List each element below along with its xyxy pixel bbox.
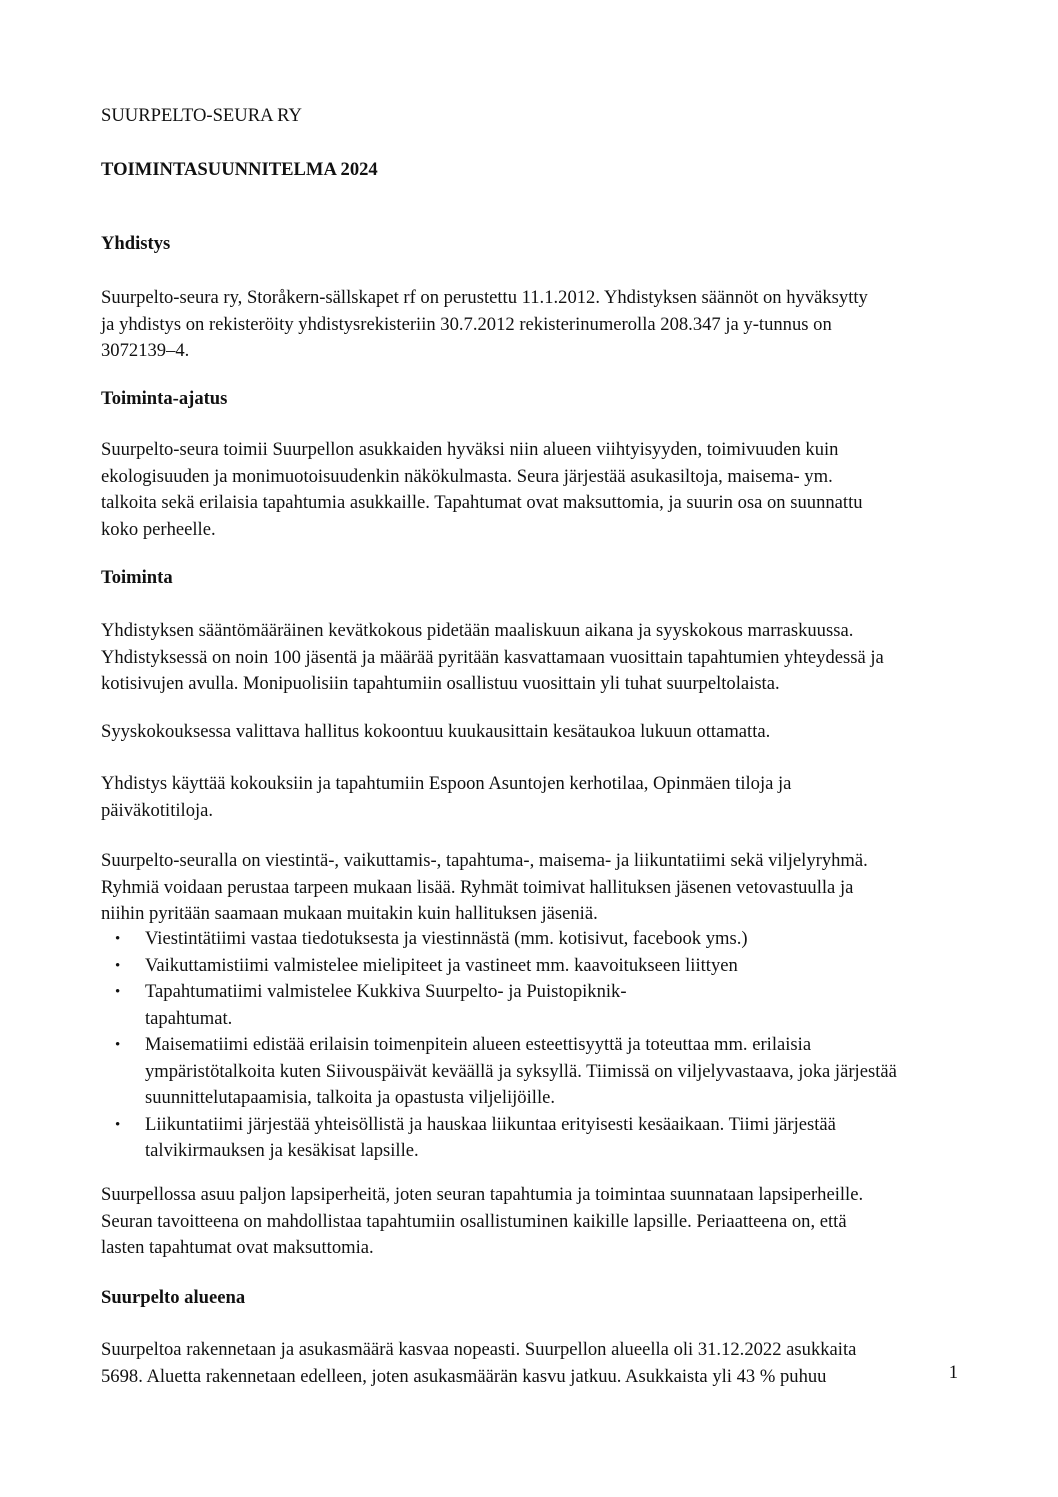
- text-line: ekologisuuden ja monimuotoisuudenkin näkökulmasta. Seura järjestää asukasiltoja, maisema- ym.: [101, 465, 833, 487]
- list-item: • Viestintätiimi vastaa tiedotuksesta ja viestinnästä (mm. kotisivut, facebook yms.): [101, 926, 961, 953]
- text-line: Yhdistyksessä on noin 100 jäsentä ja määrää pyritään kasvattamaan vuosittain tapahtumien yhteydessä ja: [101, 646, 884, 668]
- heading-toiminta-ajatus: Toiminta-ajatus: [101, 388, 228, 409]
- heading-yhdistys: Yhdistys: [101, 233, 171, 254]
- bullet-icon: •: [115, 984, 121, 1000]
- text-line: Suurpelto-seura toimii Suurpellon asukkaiden hyväksi niin alueen viihtyisyyden, toimivuuden kuin: [101, 439, 839, 460]
- list-item: • Maisematiimi edistää erilaisin toimenpitein alueen esteettisyyttä ja toteuttaa mm. erilaisia ympäristötalkoita kuten Siivouspäivät keväällä ja syksyllä. Tiimissä on viljelyvastaava, joka järjestää suunnittelutapaamisia, talkoita ja opastusta viljelijöille.: [115, 1034, 897, 1108]
- text-line: lasten tapahtumat ovat maksuttomia.: [101, 1237, 374, 1258]
- text-line: talkoita sekä erilaisia tapahtumia asukkaille. Tapahtumat ovat maksuttomia, ja suurin osa on suunnattu: [101, 492, 863, 513]
- paragraph-toiminta-5: [101, 1182, 981, 1262]
- team-list: [101, 926, 961, 1165]
- paragraph-toiminta-2: [101, 719, 981, 746]
- paragraph-yhdistys: [101, 285, 981, 365]
- text-line: 5698. Aluetta rakennetaan edelleen, joten asukasmäärän kasvu jatkuu. Asukkaista yli 43 % puhuu: [101, 1365, 827, 1387]
- text-line: koko perheelle.: [101, 518, 216, 540]
- text-line: kotisivujen avulla. Monipuolisiin tapahtumiin osallistuu vuosittain yli tuhat suurpeltolaista.: [101, 673, 780, 694]
- bullet-icon: •: [115, 1037, 121, 1053]
- list-item: • Liikuntatiimi järjestää yhteisöllistä ja hauskaa liikuntaa erityisesti kesäaikaan. Tiimi järjestää talvikirmauksen ja kesäkisat lapsille.: [115, 1113, 836, 1161]
- text-line: Suurpellossa asuu paljon lapsiperheitä, joten seuran tapahtumia ja toimintaa suunnataan lapsiperheille.: [101, 1184, 864, 1205]
- text-line: 3072139–4.: [101, 340, 190, 361]
- heading-suurpelto-alueena: Suurpelto alueena: [101, 1287, 246, 1308]
- text-line: ja yhdistys on rekisteröity yhdistysrekisteriin 30.7.2012 rekisterinumerolla 208.347 ja y-tunnus on: [101, 313, 832, 335]
- paragraph-toiminta-1: [101, 618, 981, 698]
- text-line: Ryhmiä voidaan perustaa tarpeen mukaan lisää. Ryhmät toimivat hallituksen jäsenen vetovastuulla ja: [101, 876, 854, 898]
- page-number: 1: [948, 1362, 958, 1383]
- document-title: TOIMINTASUUNNITELMA 2024: [101, 159, 378, 180]
- text-line: Yhdistyksen sääntömääräinen kevätkokous pidetään maaliskuun aikana ja syyskokous marraskuussa.: [101, 620, 854, 641]
- bullet-icon: •: [115, 957, 121, 974]
- text-line: Suurpeltoa rakennetaan ja asukasmäärä kasvaa nopeasti. Suurpellon alueella oli 31.12.2022 asukkaita: [101, 1339, 857, 1360]
- bullet-icon: •: [115, 931, 121, 947]
- paragraph-toiminta-3: [101, 771, 981, 824]
- text-line: Syyskokouksessa valittava hallitus kokoontuu kuukausittain kesätaukoa lukuun ottamatta.: [101, 721, 771, 742]
- paragraph-toiminta-4: [101, 848, 981, 928]
- text-line: Yhdistys käyttää kokouksiin ja tapahtumiin Espoon Asuntojen kerhotilaa, Opinmäen tiloja ja: [101, 773, 792, 794]
- text-line: päiväkotitiloja.: [101, 799, 214, 821]
- list-item: • Vaikuttamistiimi valmistelee mielipiteet ja vastineet mm. kaavoitukseen liittyen: [101, 953, 961, 980]
- paragraph-toiminta-ajatus: [101, 437, 981, 543]
- paragraph-suurpelto-alueena: [101, 1337, 981, 1390]
- text-line: Suurpelto-seura ry, Storåkern-sällskapet rf on perustettu 11.1.2012. Yhdistyksen säännöt on hyväksytty: [101, 287, 868, 308]
- heading-toiminta: Toiminta: [101, 567, 173, 588]
- bullet-icon: •: [115, 1116, 121, 1133]
- organization-name: SUURPELTO-SEURA RY: [101, 105, 302, 126]
- text-line: niihin pyritään saamaan mukaan muitakin kuin hallituksen jäseniä.: [101, 903, 598, 924]
- text-line: Suurpelto-seuralla on viestintä-, vaikuttamis-, tapahtuma-, maisema- ja liikuntatiimi sekä viljelyryhmä.: [101, 850, 868, 871]
- list-item: • Tapahtumatiimi valmistelee Kukkiva Suurpelto- ja Puistopiknik- tapahtumat.: [115, 981, 627, 1029]
- text-line: Seuran tavoitteena on mahdollistaa tapahtumiin osallistuminen kaikille lapsille. Periaatteena on, että: [101, 1210, 847, 1232]
